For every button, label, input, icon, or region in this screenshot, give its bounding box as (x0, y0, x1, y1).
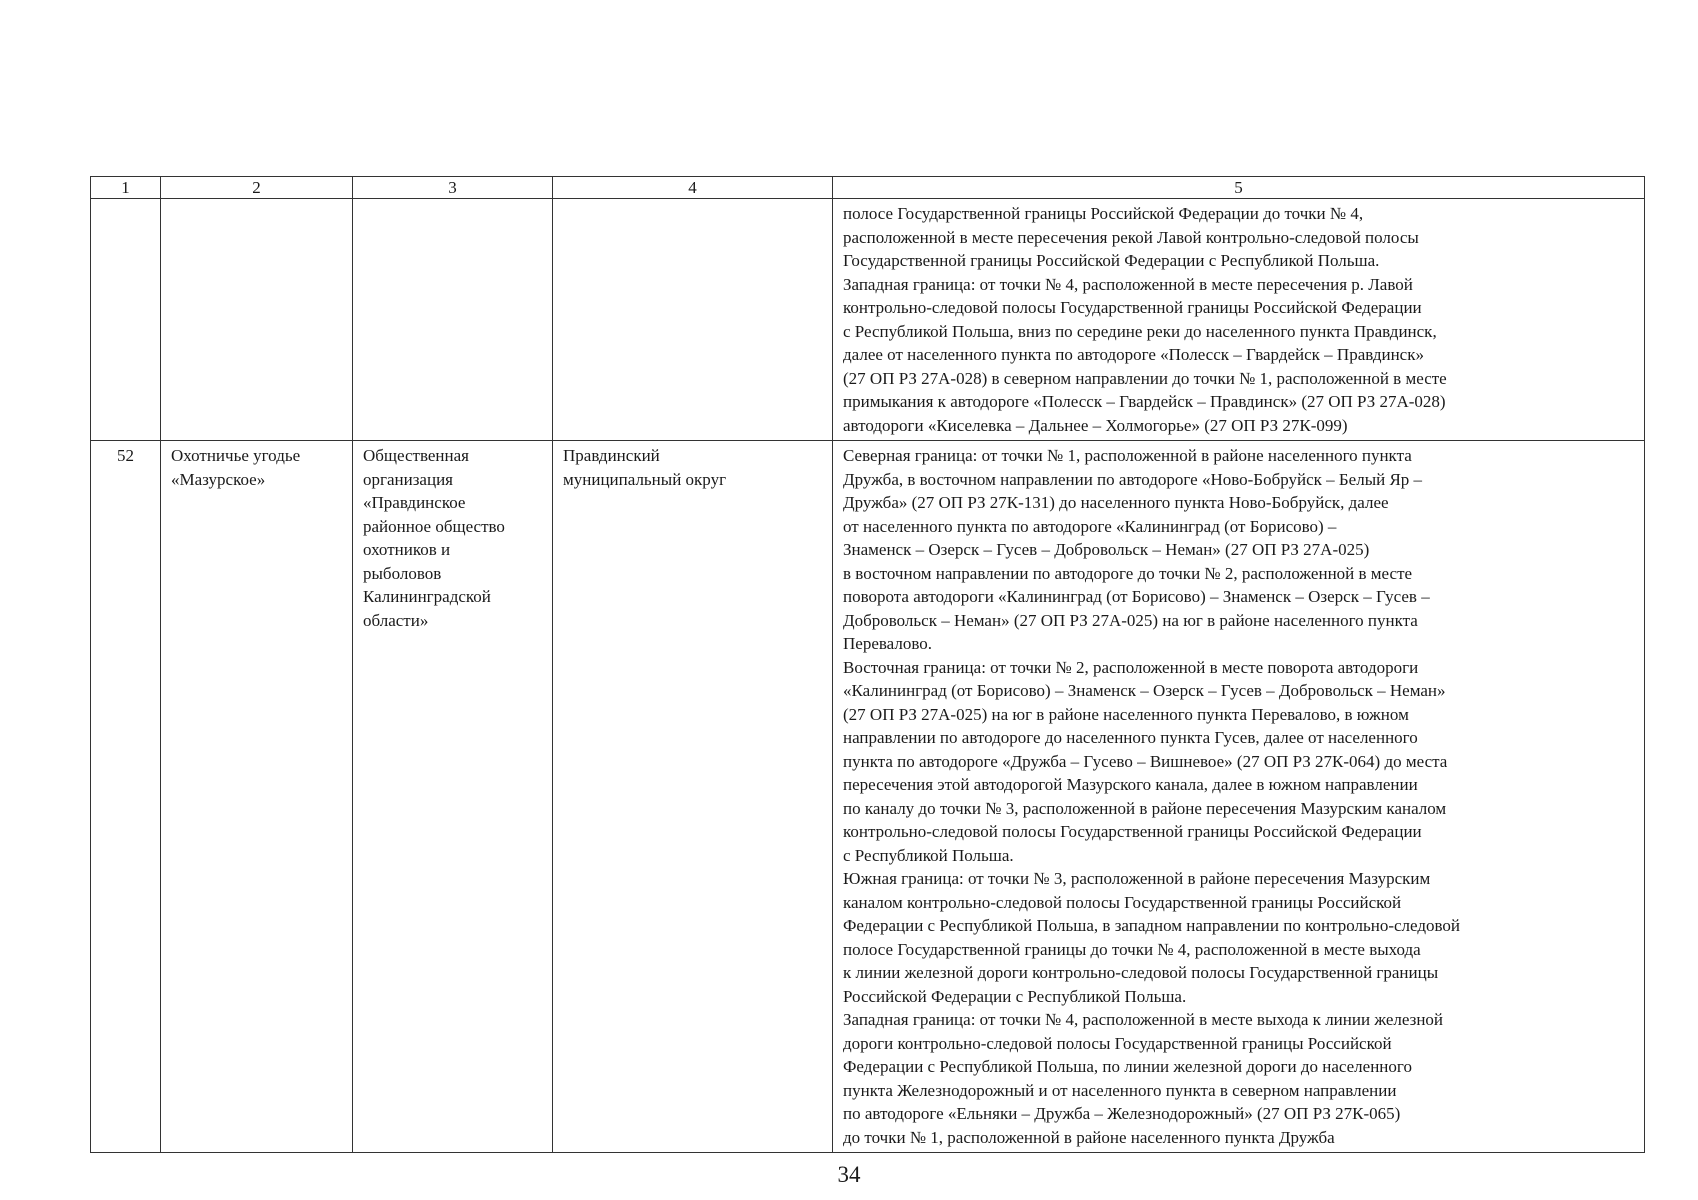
boundary-text-line: Дружба» (27 ОП РЗ 27К-131) до населенного пункта Ново-Бобруйск, далее (843, 493, 1389, 512)
municipal-district (553, 441, 833, 1153)
column-number-5: 5 (833, 177, 1645, 199)
boundary-text-line: Западная граница: от точки № 4, расположенной в месте пересечения р. Лавой (843, 274, 1413, 294)
organization-name-line: охотников и (363, 540, 451, 559)
organization-name-line: районное общество (363, 516, 505, 536)
column-number-1: 1 (91, 177, 161, 199)
organization-name-line: организация (363, 469, 453, 489)
boundary-text-line: автодороги «Киселевка – Дальнее – Холмогорье» (27 ОП РЗ 27К-099) (843, 415, 1348, 435)
continued-name-cell (161, 199, 353, 441)
organization-name-line: рыболовов (363, 563, 442, 583)
boundary-text-line: примыкания к автодороге «Полесск – Гвардейск – Правдинск» (27 ОП РЗ 27А-028) (843, 392, 1446, 411)
boundary-text-line: полосе Государственной границы до точки № 4, расположенной в месте выхода (843, 939, 1421, 959)
boundary-text-line: Восточная граница: от точки № 2, расположенной в месте поворота автодороги (843, 657, 1419, 677)
boundary-text-line: (27 ОП РЗ 27А-028) в северном направлении до точки № 1, расположенной в месте (843, 368, 1447, 388)
boundary-text-line: Федерации с Республикой Польша, в западном направлении по контрольно-следовой (843, 916, 1461, 935)
boundary-text-line: Добровольск – Неман» (27 ОП РЗ 27А-025) на юг в районе населенного пункта (843, 610, 1418, 630)
hunting-ground-name-line: «Мазурское» (171, 469, 266, 489)
boundary-text-line: «Калининград (от Борисово) – Знаменск – Озерск – Гусев – Добровольск – Неман» (843, 681, 1446, 700)
continued-row (91, 199, 1645, 441)
municipal-district-line: муниципальный округ (563, 469, 727, 489)
boundary-text-line: Западная граница: от точки № 4, расположенной в месте выхода к линии железной (843, 1010, 1444, 1029)
organization-name-line: Калининградской (363, 587, 491, 606)
boundary-text-line: Северная граница: от точки № 1, расположенной в районе населенного пункта (843, 446, 1412, 465)
boundary-text-line: дороги контрольно-следовой полосы Государственной границы Российской (843, 1033, 1392, 1053)
municipal-district-line: Правдинский (563, 446, 660, 465)
organization-name (353, 441, 553, 1153)
column-numbers-row (91, 177, 1645, 199)
row-number: 52 (91, 441, 161, 1153)
continued-district-cell (553, 199, 833, 441)
boundary-text-line: до точки № 1, расположенной в районе населенного пункта Дружба (843, 1127, 1335, 1147)
boundary-text-line: контрольно-следовой полосы Государственной границы Российской Федерации (843, 822, 1422, 841)
boundary-text-line: с Республикой Польша, вниз по середине реки до населенного пункта Правдинск, (843, 321, 1437, 341)
continued-number-cell (91, 199, 161, 441)
boundary-text-line: Дружба, в восточном направлении по автодороге «Ново-Бобруйск – Белый Яр – (843, 469, 1423, 489)
boundary-text-line: поворота автодороги «Калининград (от Борисово) – Знаменск – Озерск – Гусев – (843, 587, 1430, 606)
boundary-text-line: к линии железной дороги контрольно-следовой полосы Государственной границы (843, 963, 1439, 982)
boundary-text-line: Российской Федерации с Республикой Польша. (843, 986, 1187, 1006)
boundary-text-line: по автодороге «Ельняки – Дружба – Железнодорожный» (27 ОП РЗ 27К-065) (843, 1104, 1401, 1123)
organization-name-line: области» (363, 610, 429, 630)
boundary-text-line: пересечения этой автодорогой Мазурского канала, далее в южном направлении (843, 775, 1418, 794)
column-number-4: 4 (553, 177, 833, 199)
boundary-text-line: Знаменск – Озерск – Гусев – Добровольск – Неман» (27 ОП РЗ 27А-025) (843, 540, 1370, 559)
hunting-ground-name (161, 441, 353, 1153)
boundary-text-line: каналом контрольно-следовой полосы Государственной границы Российской (843, 892, 1402, 912)
boundary-text-line: направлении по автодороге до населенного пункта Гусев, далее от населенного (843, 728, 1418, 747)
boundary-text-line: Перевалово. (843, 634, 933, 653)
boundary-description (833, 441, 1645, 1153)
boundary-text-line: расположенной в месте пересечения рекой Лавой контрольно-следовой полосы (843, 227, 1419, 247)
boundary-text-line: далее от населенного пункта по автодороге «Полесск – Гвардейск – Правдинск» (843, 345, 1424, 364)
boundary-text-line: Федерации с Республикой Польша, по линии железной дороги до населенного (843, 1057, 1412, 1076)
boundary-text-line: по каналу до точки № 3, расположенной в районе пересечения Мазурским каналом (843, 798, 1447, 818)
boundary-text-line: контрольно-следовой полосы Государственной границы Российской Федерации (843, 298, 1422, 317)
organization-name-line: «Правдинское (363, 493, 466, 512)
row-52 (91, 441, 1645, 1153)
boundary-text-line: Южная граница: от точки № 3, расположенной в районе пересечения Мазурским (843, 869, 1431, 888)
boundary-text-line: от населенного пункта по автодороге «Калининград (от Борисово) – (843, 516, 1337, 536)
boundary-text-line: пункта Железнодорожный и от населенного пункта в северном направлении (843, 1080, 1397, 1100)
column-number-3: 3 (353, 177, 553, 199)
organization-name-line: Общественная (363, 446, 469, 465)
boundary-text-line: в восточном направлении по автодороге до точки № 2, расположенной в месте (843, 563, 1413, 583)
page-number: 34 (837, 1162, 861, 1187)
continued-boundary-cell (833, 199, 1645, 441)
boundaries-table (90, 176, 1645, 1153)
boundary-text-line: полосе Государственной границы Российской Федерации до точки № 4, (843, 204, 1364, 223)
boundary-text-line: пункта по автодороге «Дружба – Гусево – Вишневое» (27 ОП РЗ 27К-064) до места (843, 751, 1448, 771)
boundary-text-line: с Республикой Польша. (843, 845, 1014, 865)
column-number-2: 2 (161, 177, 353, 199)
hunting-ground-name-line: Охотничье угодье (171, 446, 301, 465)
boundary-text-line: (27 ОП РЗ 27А-025) на юг в районе населенного пункта Перевалово, в южном (843, 704, 1409, 724)
boundary-text-line: Государственной границы Российской Федерации с Республикой Польша. (843, 251, 1380, 270)
continued-organization-cell (353, 199, 553, 441)
